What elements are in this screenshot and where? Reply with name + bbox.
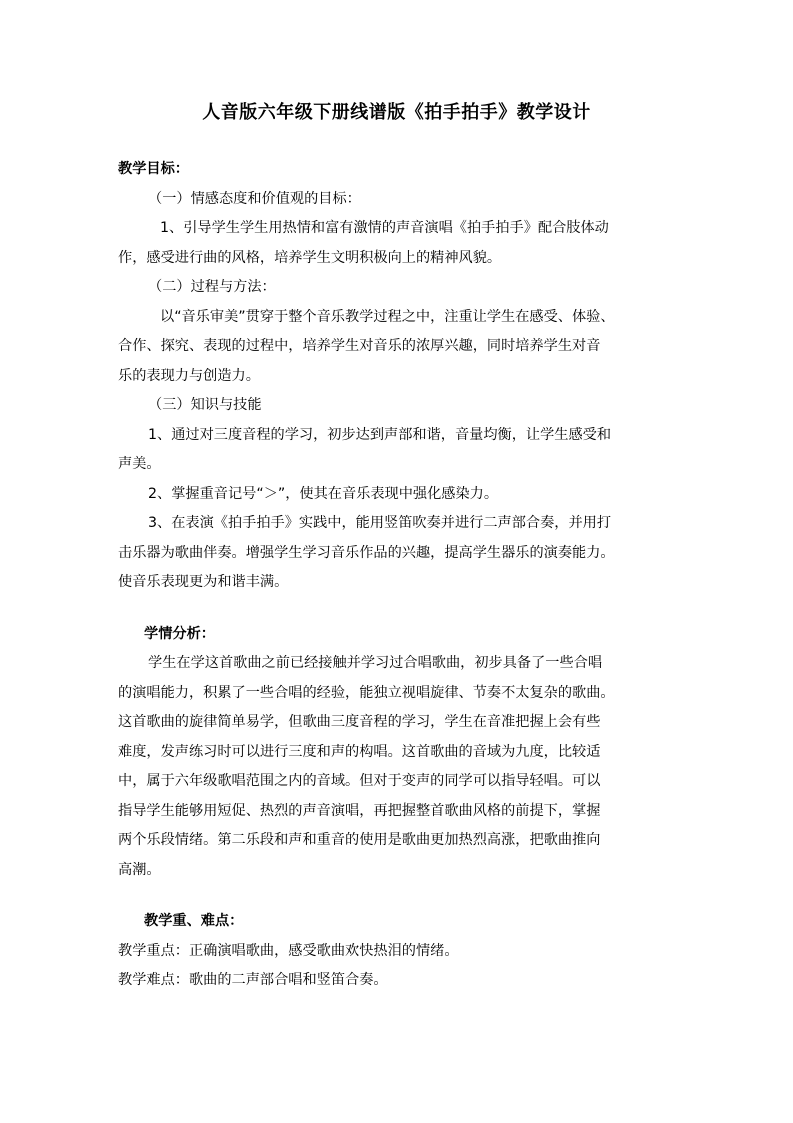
teaching-focus: 教学重点：正确演唱歌曲，感受歌曲欢快热泪的情绪。 bbox=[118, 942, 459, 959]
paragraph-line: 学生在学这首歌曲之前已经接触并学习过合唱歌曲，初步具备了一些合唱 bbox=[148, 655, 603, 671]
paragraph-line: 作，感受进行曲的风格，培养学生文明积极向上的精神风貌。 bbox=[118, 249, 502, 266]
paragraph-line: 高潮。 bbox=[118, 861, 161, 878]
paragraph-line: 两个乐段情绪。第二乐段和声和重音的使用是歌曲更加热烈高涨，把歌曲推向 bbox=[118, 832, 601, 848]
teaching-difficulty: 教学难点：歌曲的二声部合唱和竖笛合奏。 bbox=[118, 972, 388, 988]
blank-line bbox=[118, 885, 688, 907]
teaching-goals-heading: 教学目标： bbox=[118, 161, 189, 177]
paragraph-line: 以“音乐审美”贯穿于整个音乐教学过程之中，注重让学生在感受、体验、 bbox=[160, 308, 615, 325]
document-body bbox=[118, 155, 688, 996]
paragraph-line: 使音乐表现更为和谐丰满。 bbox=[118, 574, 289, 590]
paragraph-line: 的演唱能力，积累了一些合唱的经验，能独立视唱旋律、节奏不太复杂的歌曲。 bbox=[118, 684, 615, 701]
document-title: 人音版六年级下册线谱版《拍手拍手》教学设计 bbox=[202, 102, 591, 123]
paragraph-line: 中，属于六年级歌唱范围之内的音域。但对于变声的同学可以指导轻唱。可以 bbox=[118, 773, 601, 789]
paragraph-line: 1、通过对三度音程的学习，初步达到声部和谐，音量均衡，让学生感受和 bbox=[148, 426, 612, 443]
paragraph-line: 2、掌握重音记号“＞”，使其在音乐表现中强化感染力。 bbox=[148, 485, 499, 502]
paragraph-line: 合作、探究、表现的过程中，培养学生对音乐的浓厚兴趣，同时培养学生对音 bbox=[118, 338, 601, 354]
paragraph-line: 声美。 bbox=[118, 456, 161, 472]
student-analysis-heading: 学情分析： bbox=[144, 625, 215, 642]
key-points-heading: 教学重、难点： bbox=[144, 913, 244, 929]
paragraph-line: 乐的表现力与创造力。 bbox=[118, 367, 260, 384]
blank-line bbox=[118, 598, 688, 620]
paragraph-line: 难度，发声练习时可以进行三度和声的构唱。这首歌曲的音域为九度，比较适 bbox=[118, 743, 601, 760]
goal-section-emotion: （一）情感态度和价值观的目标： bbox=[148, 190, 361, 207]
paragraph-line: 3、在表演《拍手拍手》实践中，能用竖笛吹奏并进行二声部合奏，并用打 bbox=[148, 515, 612, 531]
paragraph-line: 击乐器为歌曲伴奏。增强学生学习音乐作品的兴趣，提高学生器乐的演奏能力。 bbox=[118, 544, 615, 561]
paragraph-line: 指导学生能够用短促、热烈的声音演唱，再把握整首歌曲风格的前提下，掌握 bbox=[118, 802, 601, 819]
goal-section-process: （二）过程与方法： bbox=[148, 279, 276, 295]
paragraph-line: 1、引导学生学生用热情和富有激情的声音演唱《拍手拍手》配合肢体动 bbox=[160, 220, 609, 236]
goal-section-knowledge: （三）知识与技能 bbox=[148, 397, 262, 413]
paragraph-line: 这首歌曲的旋律简单易学，但歌曲三度音程的学习，学生在音准把握上会有些 bbox=[118, 714, 601, 730]
